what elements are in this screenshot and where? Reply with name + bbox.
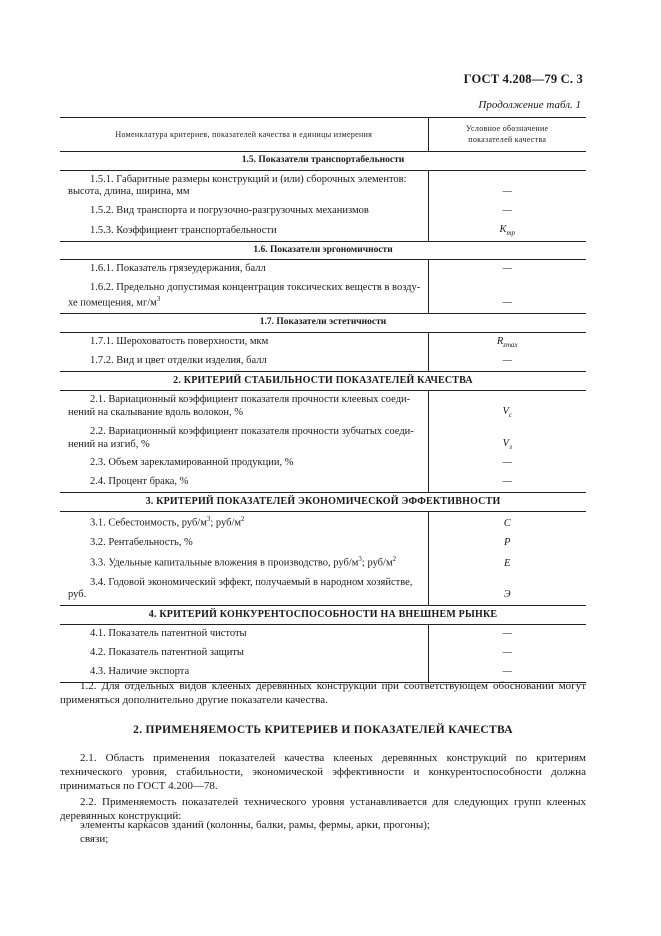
row-symbol	[428, 423, 586, 455]
table-row	[60, 279, 586, 314]
row-text: 4.1. Показатель патентной чистоты	[90, 628, 247, 640]
symbol-letter: V	[502, 437, 510, 449]
row-text: высота, длина, ширина, мм	[68, 186, 190, 198]
table-row	[60, 352, 586, 371]
symbol-subscript: c	[508, 411, 513, 420]
table-row	[60, 625, 586, 644]
paragraph-1-2: 1.2. Для отдельных видов клееных деревянных конструкций при соответствующем обосновании могут применяться дополнительно другие показатели качества.	[60, 680, 586, 706]
row-text: 3.3. Удельные капитальные вложения в производство, руб/$м^3$; руб/$м^2$	[90, 555, 397, 569]
row-symbol: Р	[504, 536, 511, 548]
row-symbol: Э	[503, 589, 511, 601]
symbol-letter: K	[499, 223, 507, 235]
symbol-subscript: тр	[506, 229, 516, 238]
row-text: 1.5.2. Вид транспорта и погрузочно-разгрузочных механизмов	[90, 205, 369, 217]
table-row	[60, 574, 586, 606]
table-row	[60, 512, 586, 534]
section-row: 1.5. Показатели транспортабельности	[60, 152, 586, 171]
row-text: нений на скалывание вдоль волокон, %	[68, 407, 244, 419]
symbol-subscript: з	[509, 442, 512, 451]
row-symbol: —	[502, 355, 512, 367]
table-row	[60, 473, 586, 492]
row-text: 2.1. Вариационный коэффициент показателя прочности клеевых соеди-	[90, 394, 411, 406]
table-row	[60, 423, 586, 455]
row-text: 2.2. Вариационный коэффициент показателя прочности зубчатых соеди-	[90, 425, 414, 437]
table-continuation-label: Продолжение табл. 1	[478, 99, 581, 111]
criteria-table	[60, 117, 586, 683]
row-text: 1.5.3. Коэффициент транспортабельности	[90, 224, 277, 236]
row-text: 2.3. Объем зарекламированной продукции, %	[90, 457, 294, 469]
row-text: 1.5.1. Габаритные размеры конструкций и (или) сборочных элементов:	[90, 173, 407, 185]
table-row	[60, 454, 586, 473]
table-row	[60, 534, 586, 553]
table-row	[60, 391, 586, 423]
paragraph-2-1: 2.1. Область применения показателей качества клееных деревянных конструкций по критериям технического уровня, стабильности, экономической эффективности и конкурентоспособности должна приниматься по ГОСТ 4.200—78.	[60, 752, 586, 792]
row-symbol: —	[502, 457, 512, 469]
list-item: элементы каркасов зданий (колонны, балки, рамы, фермы, арки, прогоны);	[80, 819, 430, 831]
paragraph-2-2: 2.2. Применяемость показателей технического уровня устанавливается для следующих групп клееных деревянных конструкций:	[60, 796, 586, 822]
symbol-letter: V	[502, 406, 509, 418]
row-symbol: —	[502, 476, 512, 488]
row-symbol: —	[502, 628, 512, 640]
row-text: хе помещения, $мг/м^3$	[68, 294, 161, 309]
row-text: 1.7.1. Шероховатость поверхности, мкм	[90, 336, 269, 348]
row-symbol: —	[502, 186, 512, 198]
row-symbol: —	[502, 297, 512, 309]
section-row: 3. КРИТЕРИЙ ПОКАЗАТЕЛЕЙ ЭКОНОМИЧЕСКОЙ ЭФФЕКТИВНОСТИ	[60, 493, 586, 512]
row-symbol	[428, 332, 586, 352]
row-text: 4.3. Наличие экспорта	[90, 665, 190, 677]
row-symbol: —	[502, 647, 512, 659]
row-text: 3.2. Рентабельность, %	[90, 536, 193, 548]
row-text: 2.4. Процент брака, %	[90, 476, 189, 488]
column-header-nomenclature: Номенклатура критериев, показателей качества и единицы измерения	[60, 118, 428, 152]
symbol-letter: R	[496, 335, 504, 347]
row-text: руб.	[68, 589, 87, 601]
row-symbol	[428, 391, 586, 423]
column-header-symbol: Условное обозначение показателей качества	[428, 118, 586, 152]
section-row: 2. КРИТЕРИЙ СТАБИЛЬНОСТИ ПОКАЗАТЕЛЕЙ КАЧЕСТВА	[60, 372, 586, 391]
table-row	[60, 644, 586, 663]
row-text: 3.4. Годовой экономический эффект, получаемый в народном хозяйстве,	[90, 576, 413, 588]
row-text: 1.6.1. Показатель грязеудержания, балл	[90, 263, 266, 275]
table-row	[60, 552, 586, 573]
section-2-title: 2. ПРИМЕНЯЕМОСТЬ КРИТЕРИЕВ И ПОКАЗАТЕЛЕЙ КАЧЕСТВА	[133, 724, 513, 736]
row-text: 1.7.2. Вид и цвет отделки изделия, балл	[90, 355, 267, 367]
row-symbol: С	[503, 517, 511, 529]
row-symbol	[428, 221, 586, 241]
row-text: 4.2. Показатель патентной защиты	[90, 647, 244, 659]
section-row: 1.7. Показатели эстетичности	[60, 314, 586, 333]
row-symbol: —	[502, 205, 512, 217]
section-row: 4. КРИТЕРИЙ КОНКУРЕНТОСПОСОБНОСТИ НА ВНЕШНЕМ РЫНКЕ	[60, 606, 586, 625]
row-symbol: —	[428, 663, 586, 682]
table-row	[60, 202, 586, 221]
list-item: связи;	[80, 833, 109, 845]
row-text: 3.1. Себестоимость, руб/$м^3$; руб/$м^2$	[90, 515, 245, 529]
symbol-subscript: zmax	[503, 340, 518, 349]
table-row	[60, 260, 586, 279]
table-row	[60, 332, 586, 352]
row-text: 1.6.2. Предельно допустимая концентрация токсических веществ в возду-	[90, 281, 421, 293]
row-text: нений на изгиб, %	[68, 438, 150, 450]
section-row: 1.6. Показатели эргономичности	[60, 241, 586, 260]
row-symbol: Е	[504, 557, 511, 569]
table-row	[60, 221, 586, 241]
page-header: ГОСТ 4.208—79 С. 3	[463, 72, 583, 86]
table-row	[60, 170, 586, 202]
row-symbol: —	[502, 263, 512, 275]
